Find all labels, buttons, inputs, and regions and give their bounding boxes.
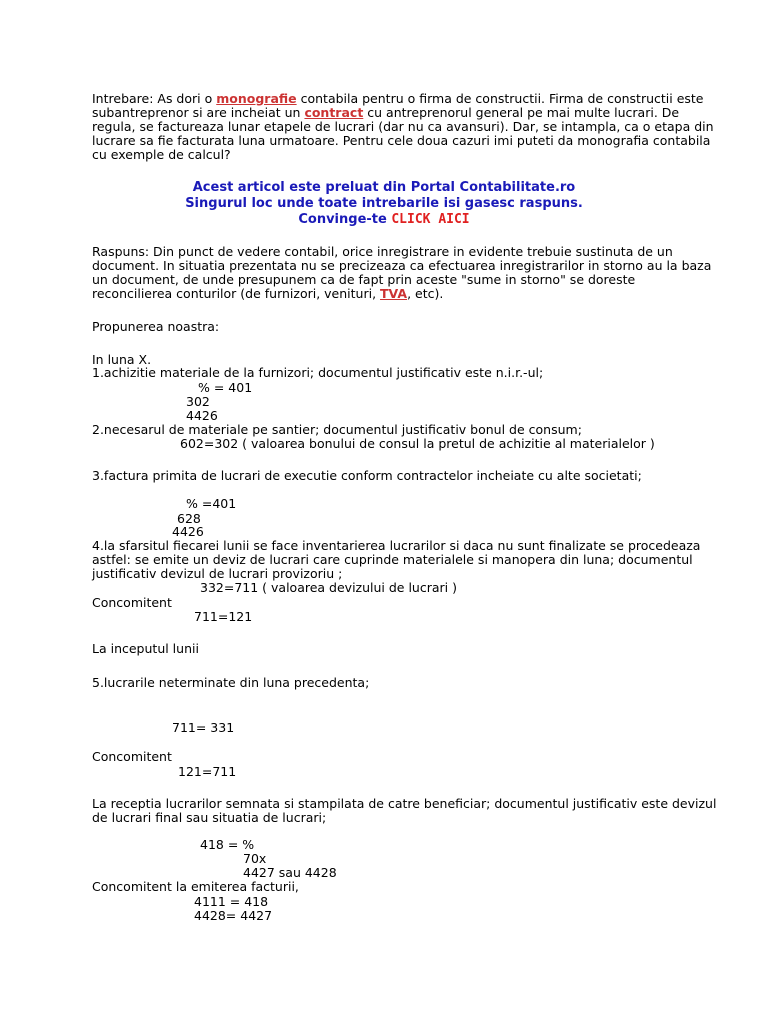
answer-line-1: Raspuns: Din punct de vedere contabil, orice inregistrare in evidente trebuie sustinuta de un <box>92 244 673 259</box>
question-line-2: subantreprenor si are incheiat un contract cu antreprenorul general pe mai multe lucrari. De <box>92 105 680 120</box>
answer-line-4: reconcilierea conturilor (de furnizori, venituri, TVA, etc). <box>92 286 444 301</box>
question-line-5: cu exemple de calcul? <box>92 147 231 162</box>
entry-1-1: % = 401 <box>198 380 253 395</box>
entry-2-1: 602=302 ( valoarea bonului de consul la pretul de achizitie al materialelor ) <box>180 436 655 451</box>
question-line-4: lucrare sa fie facturata luna urmatoare. Pentru cele doua cazuri imi puteti da monografia contabila <box>92 133 711 148</box>
entry-6-3: 4427 sau 4428 <box>243 865 337 880</box>
question-line-1: Intrebare: As dori o monografie contabila pentru o firma de constructii. Firma de constructii este <box>92 91 704 106</box>
step-4-line-2: astfel: se emite un deviz de lucrari care cuprinde materialele si manopera din luna; documentul <box>92 552 693 567</box>
entry-3-2: 628 <box>177 511 201 526</box>
entry-6-4: 4111 = 418 <box>194 894 269 909</box>
inceputul-lunii-heading: La inceputul lunii <box>92 641 199 656</box>
promo-line-1: Acest articol este preluat din Portal Contabilitate.ro <box>192 180 576 195</box>
step-2-text: 2.necesarul de materiale pe santier; documentul justificativ bonul de consum; <box>92 422 582 437</box>
receptie-line-2: de lucrari final sau situatia de lucrari; <box>92 810 327 825</box>
monografie-link[interactable]: monografie <box>216 91 297 106</box>
entry-4-2: 711=121 <box>194 609 253 624</box>
contract-link[interactable]: contract <box>304 105 364 120</box>
entry-1-2: 302 <box>186 394 210 409</box>
question-line-3: regula, se factureaza lunar etapele de lucrari (dar nu ca avansuri). Dar, se intampla, ca o etapa din <box>92 119 714 134</box>
promo-line-3: Convinge-te CLICK AICI <box>298 212 470 227</box>
entry-3-3: 4426 <box>172 524 204 539</box>
step-5-text: 5.lucrarile neterminate din luna precedenta; <box>92 675 370 690</box>
receptie-line-1: La receptia lucrarilor semnata si stampilata de catre beneficiar; documentul justificativ este devizul <box>92 796 717 811</box>
tva-link[interactable]: TVA <box>380 286 408 301</box>
concomitent-label-1: Concomitent <box>92 595 172 610</box>
concomitent-label-2: Concomitent <box>92 749 172 764</box>
step-3-text: 3.factura primita de lucrari de executie conform contractelor incheiate cu alte societati; <box>92 468 642 483</box>
click-aici-link[interactable]: CLICK AICI <box>391 212 470 227</box>
entry-6-5: 4428= 4427 <box>194 908 273 923</box>
entry-5-2: 121=711 <box>178 764 237 779</box>
concomitent-label-3: Concomitent la emiterea facturii, <box>92 879 299 894</box>
answer-line-3: un document, de unde presupunem ca de fapt prin aceste "sume in storno" se doreste <box>92 272 636 287</box>
entry-1-3: 4426 <box>186 408 218 423</box>
entry-3-1: % =401 <box>186 496 237 511</box>
entry-5-1: 711= 331 <box>172 720 235 735</box>
answer-line-2: document. In situatia prezentata nu se precizeaza ca efectuarea inregistrarilor in storno au la baza <box>92 258 712 273</box>
entry-6-2: 70x <box>243 851 267 866</box>
promo-line-2: Singurul loc unde toate intrebarile isi gasesc raspuns. <box>185 196 583 211</box>
step-1-text: 1.achizitie materiale de la furnizori; documentul justificativ este n.i.r.-ul; <box>92 365 544 380</box>
luna-x-heading: In luna X. <box>92 352 152 367</box>
step-4-line-1: 4.la sfarsitul fiecarei lunii se face inventarierea lucrarilor si daca nu sunt finalizate se procedeaza <box>92 538 701 553</box>
entry-6-1: 418 = % <box>200 837 255 852</box>
propunere-heading: Propunerea noastra: <box>92 319 220 334</box>
step-4-line-3: justificativ devizul de lucrari provizoriu ; <box>92 566 343 581</box>
entry-4-1: 332=711 ( valoarea devizului de lucrari ) <box>200 580 457 595</box>
